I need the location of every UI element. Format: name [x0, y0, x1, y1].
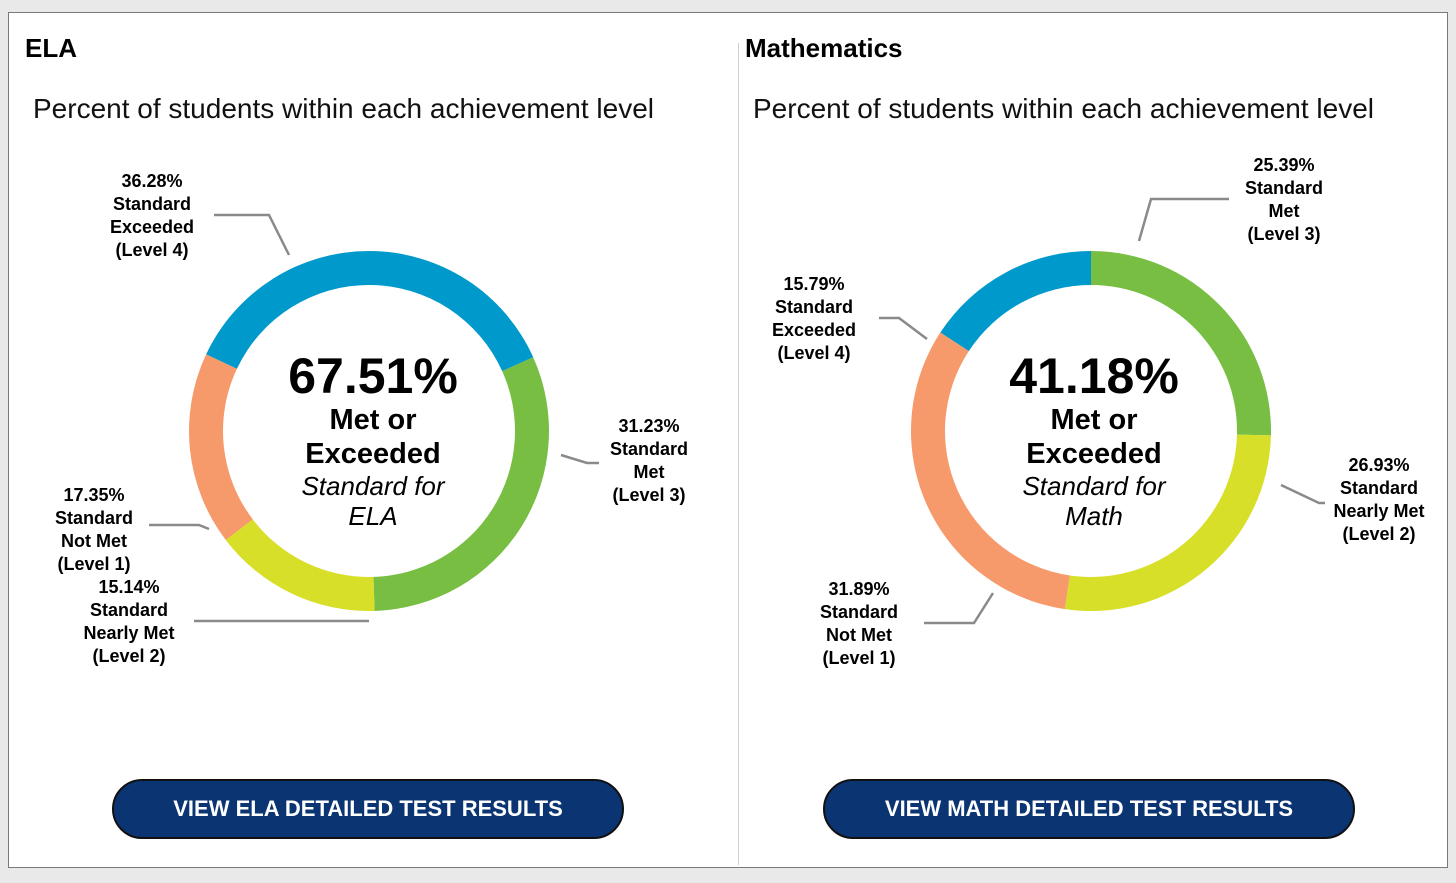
ela-level3-line2: Met — [633, 462, 665, 482]
ela-label-level1 — [39, 484, 149, 576]
math-level4-line3: (Level 4) — [777, 343, 851, 363]
ela-level1-percent: 17.35% — [63, 485, 125, 505]
math-leader-level3 — [1139, 199, 1229, 241]
ela-section-title: ELA — [25, 33, 77, 63]
ela-subject-line: ELA — [348, 501, 398, 531]
ela-met-exceeded-value: 67.51% — [288, 348, 458, 404]
ela-level1-line2: Not Met — [61, 531, 127, 551]
math-level3-line1: Standard — [1244, 178, 1323, 198]
math-label-level2 — [1319, 454, 1439, 546]
math-level4-percent: 15.79% — [783, 274, 845, 294]
ela-level3-line3: (Level 3) — [612, 485, 686, 505]
math-level3-percent: 25.39% — [1253, 155, 1315, 175]
ela-level2-line2: Nearly Met — [83, 623, 175, 643]
ela-standard-for-line: Standard for — [301, 471, 445, 501]
math-exceeded-line: Exceeded — [1026, 438, 1162, 470]
math-leader-level4 — [879, 318, 927, 339]
ela-label-level2 — [69, 576, 189, 668]
math-level3-line3: (Level 3) — [1247, 224, 1321, 244]
math-level1-line1: Standard — [819, 602, 898, 622]
math-label-level4 — [759, 273, 869, 365]
ela-level4-percent: 36.28% — [121, 171, 183, 191]
math-met-line: Met or — [1050, 404, 1138, 436]
ela-exceeded-line: Exceeded — [305, 438, 441, 470]
math-panel — [729, 13, 1449, 869]
ela-level4-line1: Standard — [112, 194, 191, 214]
report-frame — [8, 12, 1448, 868]
math-level2-percent: 26.93% — [1348, 455, 1410, 475]
ela-chart-subtitle: Percent of students within each achievement level — [33, 93, 655, 124]
math-level4-line1: Standard — [774, 297, 853, 317]
math-label-level3 — [1229, 154, 1339, 246]
math-leader-level1 — [924, 593, 993, 623]
math-chart-subtitle: Percent of students within each achievement level — [753, 93, 1375, 124]
math-level2-line2: Nearly Met — [1333, 501, 1425, 521]
ela-level4-line3: (Level 4) — [115, 240, 189, 260]
math-met-exceeded-value: 41.18% — [1009, 348, 1179, 404]
ela-label-level4 — [97, 170, 207, 262]
math-section-title: Mathematics — [745, 33, 903, 63]
math-level1-percent: 31.89% — [828, 579, 890, 599]
ela-level2-line1: Standard — [89, 600, 168, 620]
ela-level1-line3: (Level 1) — [57, 554, 131, 574]
view-ela-results-button[interactable]: VIEW ELA DETAILED TEST RESULTS — [112, 779, 624, 839]
ela-segment-level1 — [189, 354, 253, 540]
ela-label-level3 — [594, 415, 704, 507]
math-level1-line3: (Level 1) — [822, 648, 896, 668]
math-level2-line3: (Level 2) — [1342, 524, 1416, 544]
ela-leader-level4 — [214, 215, 289, 255]
math-segment-level4 — [940, 251, 1091, 351]
ela-level1-line1: Standard — [54, 508, 133, 528]
ela-panel — [9, 13, 729, 869]
ela-level2-line3: (Level 2) — [92, 646, 166, 666]
ela-level3-percent: 31.23% — [618, 416, 680, 436]
view-math-results-button[interactable]: VIEW MATH DETAILED TEST RESULTS — [823, 779, 1355, 839]
ela-level3-line1: Standard — [609, 439, 688, 459]
ela-leader-level1 — [149, 525, 209, 529]
math-level2-line1: Standard — [1339, 478, 1418, 498]
ela-center-summary — [253, 349, 493, 531]
ela-segment-level2 — [226, 519, 375, 611]
math-level4-line2: Exceeded — [771, 320, 857, 340]
math-center-summary — [974, 349, 1214, 531]
math-label-level1 — [804, 578, 914, 670]
math-subject-line: Math — [1065, 501, 1123, 531]
ela-level2-percent: 15.14% — [98, 577, 160, 597]
math-level3-line2: Met — [1268, 201, 1300, 221]
math-standard-for-line: Standard for — [1022, 471, 1166, 501]
ela-met-line: Met or — [329, 404, 417, 436]
ela-level4-line2: Exceeded — [109, 217, 195, 237]
math-level1-line2: Not Met — [826, 625, 892, 645]
